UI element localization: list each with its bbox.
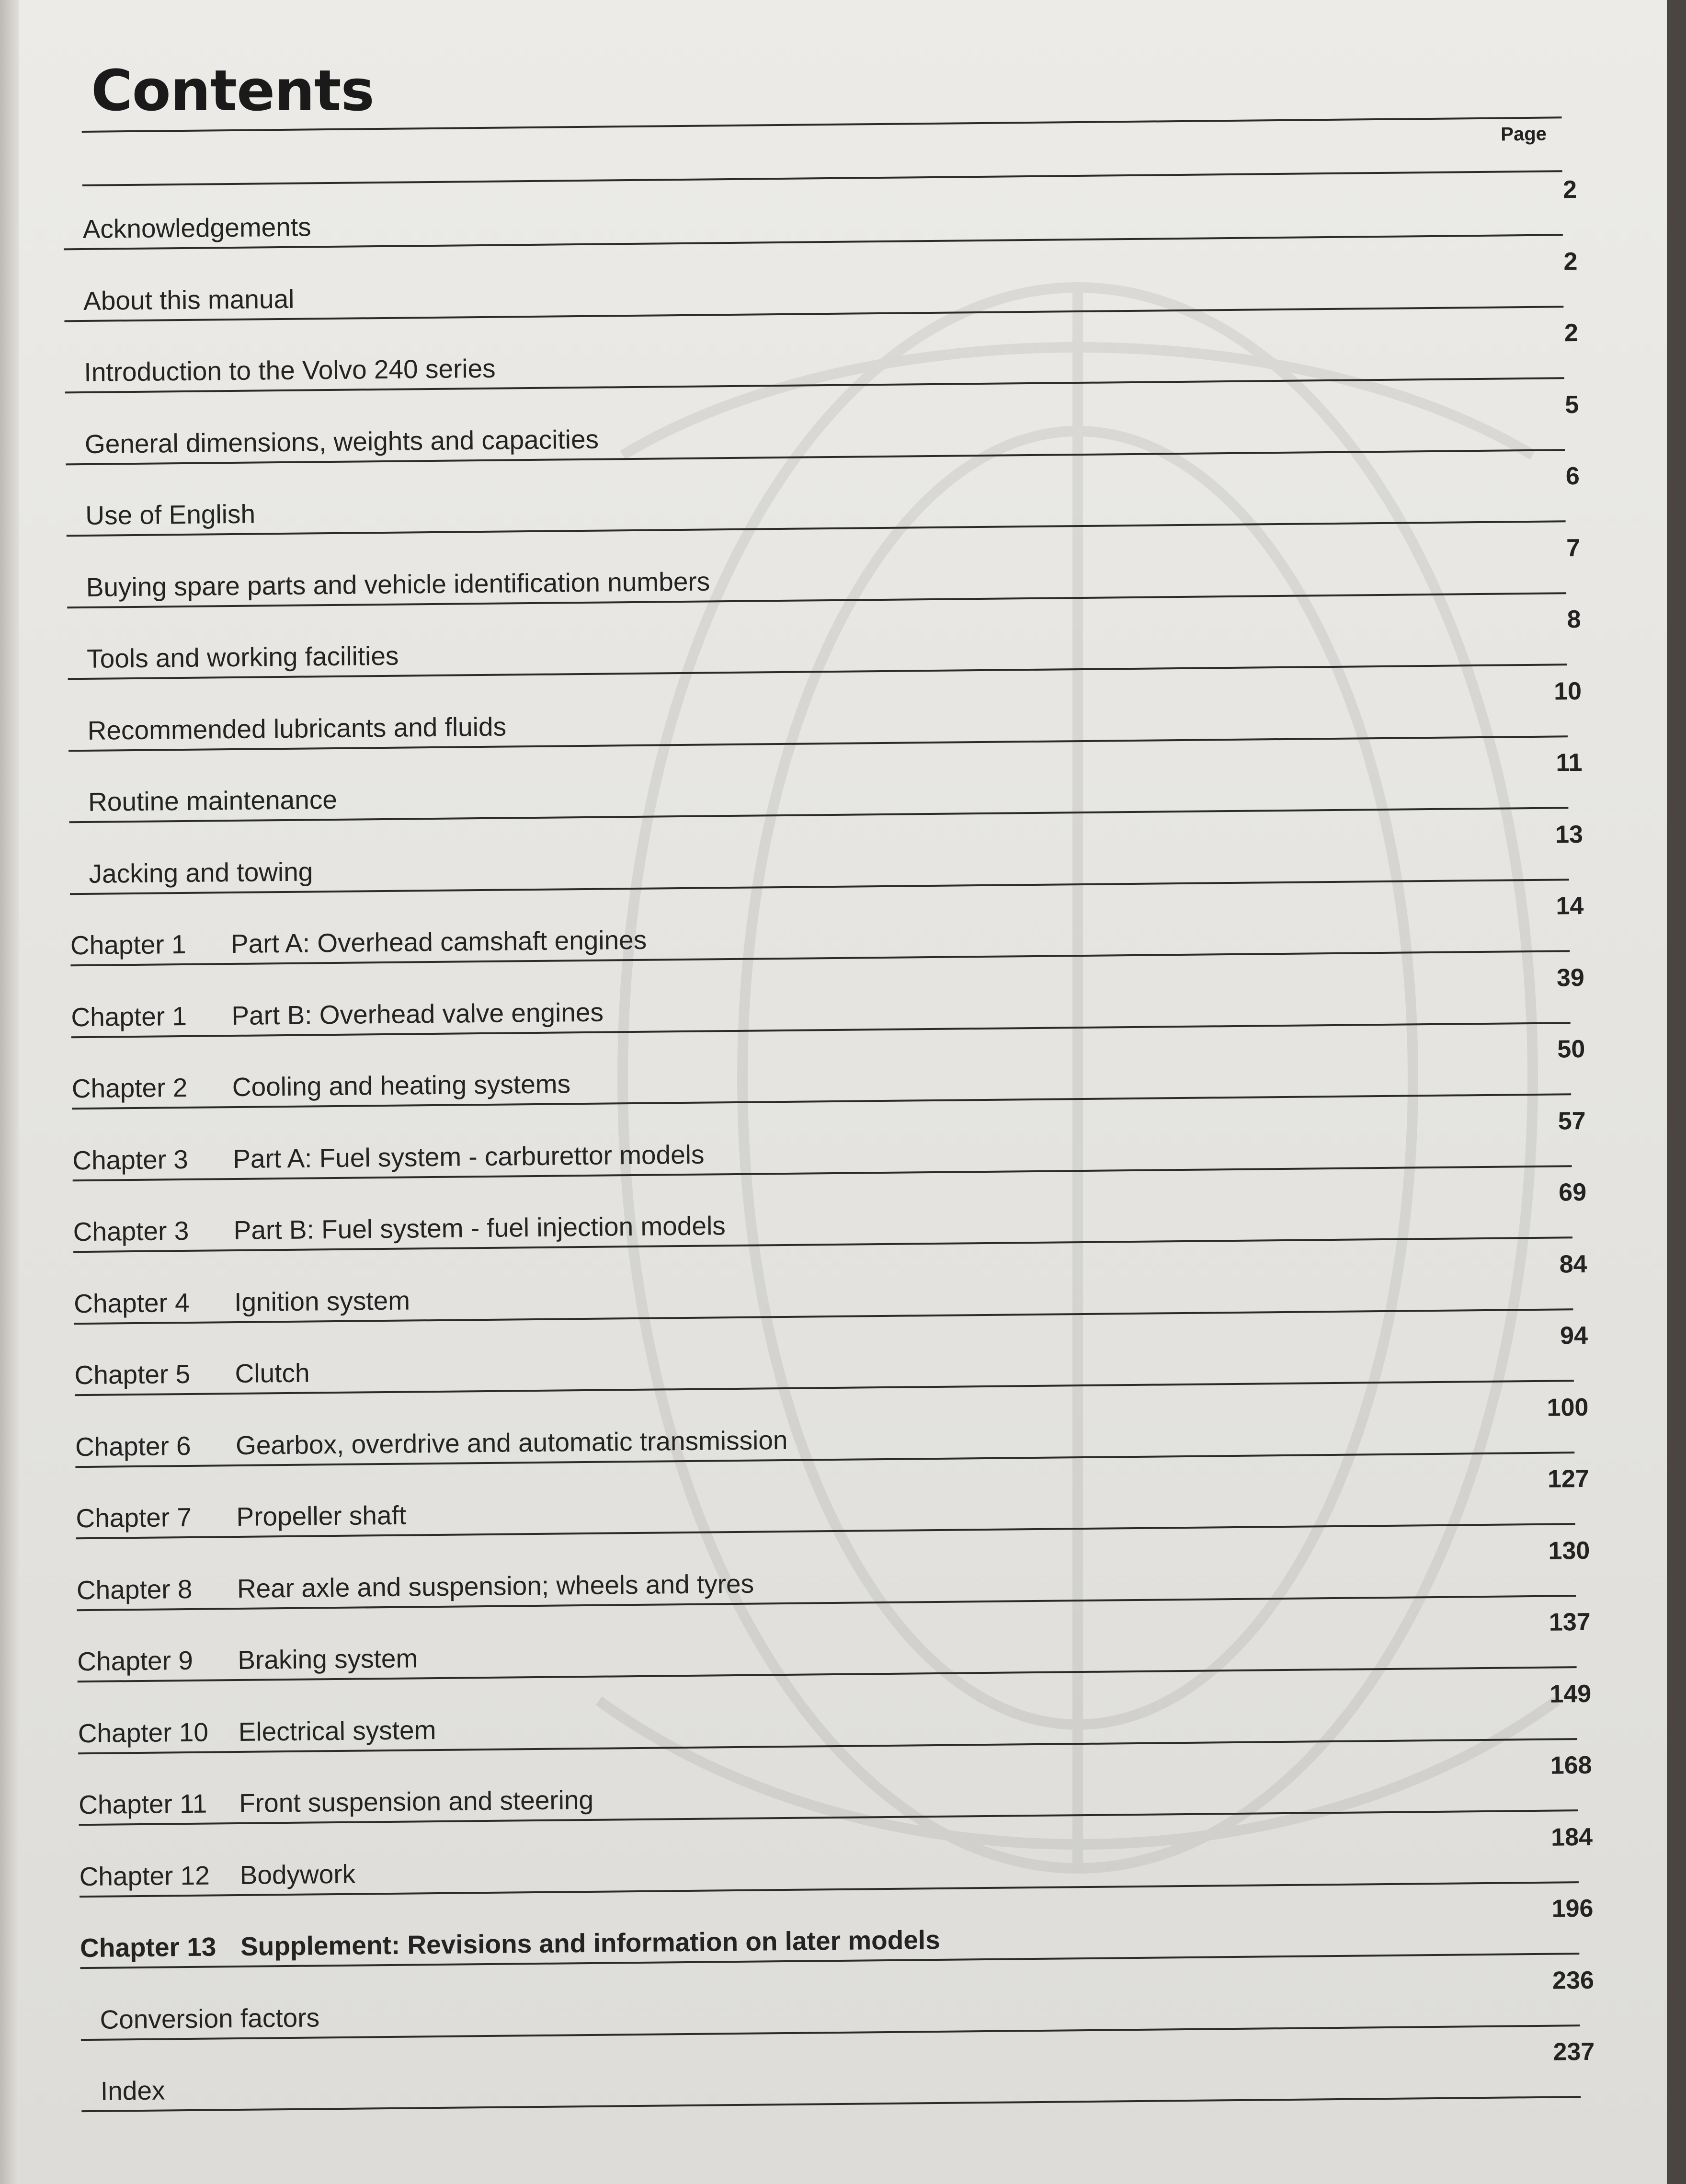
- chapter-number: Chapter 8: [76, 1574, 193, 1605]
- page-number: 127: [1547, 1464, 1590, 1493]
- chapter-number: Chapter 3: [72, 1144, 189, 1175]
- page-number: 84: [1559, 1250, 1587, 1278]
- entry-title: Recommended lubricants and fluids: [87, 711, 507, 745]
- toc-entry: [6, 1747, 1667, 1825]
- entry-title: Ignition system: [234, 1285, 410, 1317]
- page-number: 2: [1563, 247, 1578, 275]
- entry-title: Routine maintenance: [88, 784, 338, 817]
- entry-title: Part A: Fuel system - carburettor models: [232, 1139, 705, 1174]
- toc-entry: [0, 243, 1659, 321]
- entry-title: Conversion factors: [100, 2002, 320, 2035]
- toc-entry: [0, 673, 1663, 751]
- chapter-number: Chapter 11: [78, 1788, 207, 1820]
- toc-entry: [9, 2034, 1667, 2112]
- chapter-number: Chapter 3: [73, 1215, 189, 1247]
- toc-entry: [9, 1962, 1667, 2040]
- entry-title: Jacking and towing: [89, 856, 313, 889]
- entry-title: About this manual: [83, 284, 295, 316]
- toc-entry: [0, 530, 1662, 608]
- chapter-number: Chapter 12: [79, 1860, 210, 1891]
- page-title: Contents: [91, 57, 374, 124]
- toc-entry: [0, 1103, 1667, 1181]
- toc-entry: [3, 1389, 1667, 1467]
- entry-title: Propeller shaft: [236, 1500, 407, 1532]
- chapter-number: Chapter 10: [78, 1717, 209, 1748]
- page-number: 184: [1550, 1823, 1593, 1852]
- page-number: 149: [1549, 1680, 1592, 1708]
- chapter-number: Chapter 5: [74, 1359, 191, 1390]
- entry-title: Part A: Overhead camshaft engines: [230, 925, 647, 959]
- page-number: 7: [1566, 534, 1581, 562]
- toc-entry: [8, 1890, 1667, 1968]
- entry-title: Cooling and heating systems: [232, 1069, 571, 1102]
- chapter-number: Chapter 13: [80, 1932, 216, 1963]
- entry-title: General dimensions, weights and capacities: [84, 424, 599, 459]
- entry-title: Use of English: [85, 499, 256, 530]
- page-number: 2: [1564, 319, 1579, 347]
- entry-title: Introduction to the Volvo 240 series: [84, 353, 496, 387]
- page-number: 196: [1551, 1894, 1594, 1923]
- page-number: 237: [1553, 2037, 1595, 2066]
- toc-entry: [5, 1604, 1667, 1682]
- row-divider: [81, 2096, 1581, 2112]
- toc-entry: [6, 1676, 1667, 1754]
- page-number: 57: [1558, 1107, 1586, 1135]
- chapter-number: Chapter 9: [77, 1645, 194, 1677]
- toc-entry: [1, 1174, 1667, 1252]
- page-number: 6: [1565, 462, 1580, 491]
- entry-title: Clutch: [235, 1358, 310, 1389]
- toc-entry: [1, 1246, 1667, 1324]
- toc-entry: [0, 744, 1664, 823]
- chapter-number: Chapter 6: [75, 1430, 191, 1462]
- page-number: 13: [1555, 820, 1583, 849]
- toc-entry: [0, 601, 1663, 679]
- entry-title: Tools and working facilities: [86, 640, 399, 674]
- page-number: 8: [1567, 605, 1581, 634]
- page-number: 5: [1565, 390, 1579, 419]
- page-number: 137: [1549, 1608, 1591, 1636]
- entry-title: Index: [100, 2075, 165, 2106]
- page-number: 94: [1560, 1321, 1588, 1350]
- page-number: 2: [1562, 176, 1577, 204]
- page-number: 50: [1557, 1035, 1585, 1063]
- page-number: 100: [1547, 1393, 1589, 1422]
- chapter-number: Chapter 1: [71, 1001, 187, 1032]
- title-rule: [82, 116, 1562, 133]
- chapter-number: Chapter 1: [70, 929, 186, 961]
- entry-title: Rear axle and suspension; wheels and tyres: [237, 1568, 754, 1603]
- chapter-number: Chapter 4: [73, 1287, 190, 1318]
- page-number: 14: [1556, 892, 1584, 920]
- toc-entry: [0, 387, 1661, 465]
- entry-title: Electrical system: [238, 1715, 436, 1747]
- page-number: 130: [1548, 1536, 1590, 1565]
- entry-title: Part B: Overhead valve engines: [231, 997, 604, 1030]
- entry-title: Part B: Fuel system - fuel injection models: [233, 1211, 726, 1246]
- toc-entry: [4, 1532, 1667, 1611]
- toc-entry: [0, 458, 1662, 536]
- entry-title: Supplement: Revisions and information on later models: [240, 1924, 941, 1961]
- toc-entry: [0, 816, 1665, 894]
- page-column-header: Page: [1501, 123, 1547, 145]
- toc-entry: [2, 1317, 1667, 1395]
- page-number: 11: [1556, 748, 1583, 777]
- toc-entry: [0, 888, 1665, 966]
- entry-title: Buying spare parts and vehicle identification numbers: [86, 566, 710, 602]
- entry-title: Acknowledgements: [82, 212, 311, 244]
- toc-entry: [0, 315, 1660, 393]
- toc-entry: [4, 1461, 1667, 1539]
- entry-title: Gearbox, overdrive and automatic transmission: [235, 1425, 788, 1460]
- page-number: 236: [1552, 1966, 1595, 1995]
- entry-title: Bodywork: [239, 1859, 356, 1890]
- page-number: 69: [1558, 1178, 1587, 1207]
- entry-title: Front suspension and steering: [239, 1784, 594, 1818]
- toc-entry: [7, 1819, 1667, 1897]
- entry-title: Braking system: [238, 1643, 418, 1675]
- page-number: 168: [1550, 1751, 1592, 1780]
- toc-entry: [0, 1031, 1667, 1109]
- toc-entry: [0, 960, 1666, 1038]
- page-number: 39: [1556, 963, 1585, 992]
- chapter-number: Chapter 7: [76, 1502, 192, 1533]
- page-number: 10: [1553, 677, 1582, 706]
- chapter-number: Chapter 2: [71, 1072, 188, 1104]
